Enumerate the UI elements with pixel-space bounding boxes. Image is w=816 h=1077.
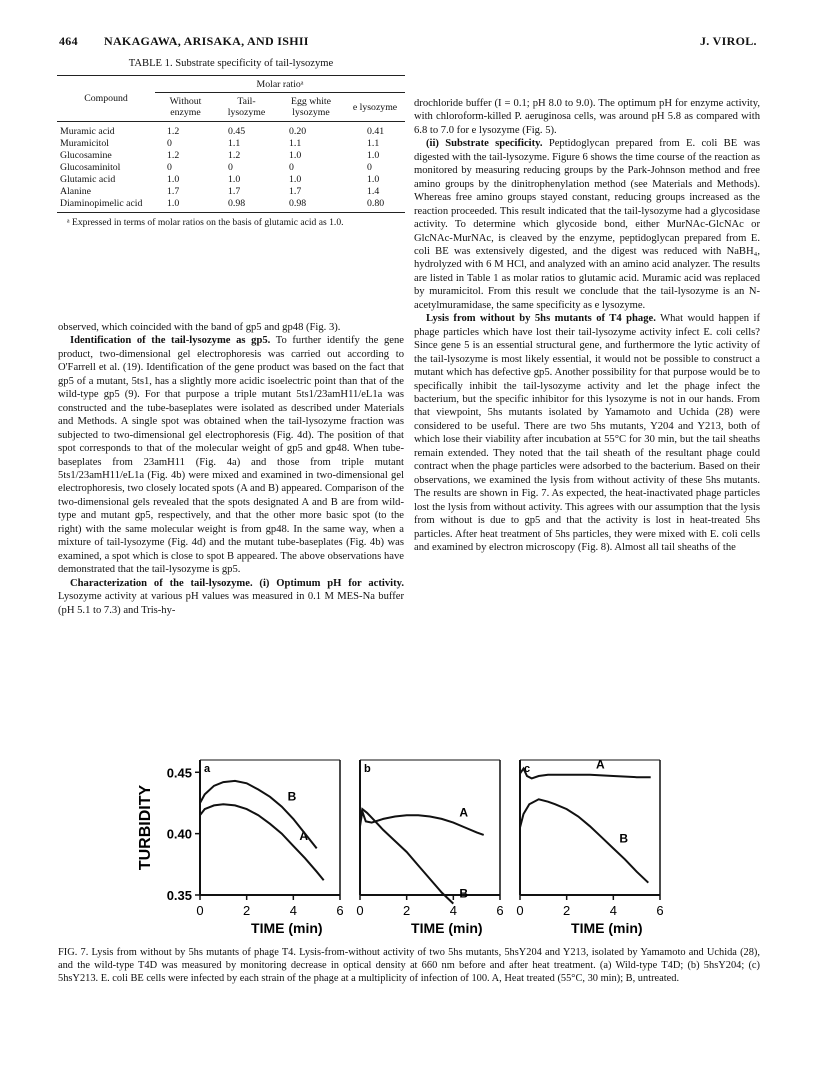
x-tick-label: 6	[336, 903, 344, 918]
cell-compound: Muramic acid	[60, 126, 115, 137]
cell-value: 0	[167, 138, 172, 149]
x-tick-label: 4	[449, 903, 457, 918]
paragraph	[414, 312, 760, 554]
y-tick-label: 0.40	[166, 826, 192, 842]
paragraph	[58, 334, 404, 576]
cell-value: 1.0	[367, 174, 380, 185]
page-number: 464	[59, 34, 78, 48]
paragraph: observed, which coincided with the band of gp5 and gp48 (Fig. 3).	[58, 322, 341, 333]
cell-value: 1.4	[367, 186, 380, 197]
panel-label: b	[364, 763, 371, 775]
cell-value: 1.0	[367, 150, 380, 161]
cell-compound: Alanine	[60, 186, 92, 197]
table-row	[57, 137, 405, 149]
series-label: B	[619, 831, 629, 846]
cell-value: 0.98	[289, 198, 307, 209]
table-row	[57, 197, 405, 212]
y-tick-label: 0.45	[166, 765, 192, 781]
series-label: A	[596, 758, 605, 772]
table-footnote: ᵃ Expressed in terms of molar ratios on the basis of glutamic acid as 1.0.	[67, 217, 344, 228]
running-authors: NAKAGAWA, ARISAKA, AND ISHII	[104, 34, 309, 48]
journal-name: J. VIROL.	[700, 34, 757, 48]
paragraph-text: What would happen if phage particles which have lost their tail-lysozyme activity infect E. coli cells? Since gene 5 is an essential structural gene, and furthermore the lytic activity of the tail-lysozyme is most likely essential, it would not be possible to construct a mutant which has defective gp5. Another possibility for that purpose would be to specifically inhibit the tail-lysozyme activity and let the phage infect the bacterium, but the specific inhibitor for this lysozyme is not in our hands. From that viewpoint, 5hs mutants isolated by Yamamoto and Uchida (28) were considered to be useful. There are two 5hs mutants, Y204 and Y213, both of which lose their viability after incubation at 55°C for 30 min, but the tail sheaths remain extended. They noted that the tail sheath of the resultant phage could contract when the phage particles were adsorbed to the bacterium. Based on their observations, we examined the lysis from without activity of these 5hs mutants. The results are shown in Fig. 7. As expected, the heat-inactivated phage particles lost the lysis from without activity. This agrees with our assumption that the lysis from without is due to gp5 and that the activity is lost in heat-treated 5hs particles. After heat treatment of 5hs particles, they were mixed with E. coli cells and examined by electron microscopy (Fig. 8). Almost all tail sheaths of the	[414, 313, 760, 553]
x-tick-label: 2	[403, 903, 411, 918]
cell-value: 1.0	[228, 174, 241, 185]
panel-label: a	[204, 763, 211, 775]
table-row	[57, 173, 405, 185]
group-header: Molar ratioᵃ	[155, 76, 405, 93]
section-heading: Characterization of the tail-lysozyme. (i) Optimum pH for activity.	[70, 577, 404, 589]
x-tick-label: 0	[196, 903, 204, 918]
cell-value: 0.20	[289, 126, 307, 137]
table-row	[57, 149, 405, 161]
figure-7-chart	[130, 758, 700, 938]
cell-value: 0	[167, 162, 172, 173]
x-tick-label: 2	[563, 903, 571, 918]
cell-value: 0	[367, 162, 372, 173]
col-header: Egg white lysozyme	[291, 96, 331, 118]
cell-value: 0.98	[228, 198, 246, 209]
cell-compound: Glucosaminitol	[60, 162, 121, 173]
table-title: TABLE 1. Substrate specificity of tail-lysozyme	[128, 58, 334, 69]
cell-value: 0	[289, 162, 294, 173]
table-row	[57, 161, 405, 173]
cell-compound: Glucosamine	[60, 150, 112, 161]
x-tick-label: 0	[356, 903, 364, 918]
y-axis-label: TURBIDITY	[137, 784, 154, 871]
paragraph	[414, 137, 760, 312]
series-label: B	[459, 886, 469, 901]
cell-value: 0.41	[367, 126, 385, 137]
col-compound: Compound	[84, 93, 128, 104]
left-column	[58, 321, 404, 617]
col-header: Tail-lysozyme	[227, 96, 266, 118]
cell-compound: Muramicitol	[60, 138, 109, 149]
cell-value: 1.2	[167, 126, 180, 137]
cell-value: 1.0	[167, 198, 180, 209]
cell-compound: Diaminopimelic acid	[60, 198, 143, 209]
paragraph-text: Peptidoglycan prepared from E. coli BE was digested with the tail-lysozyme. Figure 6 shows the time course of the reaction as monitored by measuring reducing groups by the Park-Johnson method and free amino groups by the dinitrophenylation method (see Materials and Methods). Whereas free amino groups stayed constant, reducing groups increased as the reaction proceeded. This result indicated that the tail-lysozyme had a glycosidase activity. To determine which glycoside bond, either MurNAc-GlcNAc or GlcNAc-MurNAc, is cleaved by the enzyme, peptidoglycan prepared from E. coli BE was extensively digested, and the digest was reduced with NaBH₄, hydrolyzed with 6 M HCl, and analyzed with an amino acid analyzer. The results are listed in Table 1 as molar ratios to glutamic acid. Muramic acid was replaced by muramicitol. From this result we conclude that the tail-lysozyme is an N-acetylmuramidase, the same specificity as e lysozyme.	[414, 138, 760, 311]
paragraph-text: Lysozyme activity at various pH values was measured in 0.1 M MES-Na buffer (pH 5.1 to 7.3) and Tris-hy-	[58, 591, 404, 616]
y-tick-label: 0.35	[166, 888, 192, 903]
series-line-b	[360, 809, 453, 904]
x-tick-label: 4	[289, 903, 297, 918]
figure-caption: FIG. 7. Lysis from without by 5hs mutants of phage T4. Lysis-from-without activity of two 5hs mutants, 5hsY204 and Y213, isolated by Yamamoto and Uchida (28), and the wild-type T4D was measured by monitoring decrease in optical density at 660 nm before and after heat treatment. (a) Wild-type T4D; (b) 5hsY204; (c) 5hsY213. E. coli BE cells were infected by each strain of the phage at a multiplicity of infection of 100. A, Heat treated (55°C, 30 min); B, untreated.	[58, 947, 760, 984]
x-tick-label: 6	[496, 903, 504, 918]
section-heading: Lysis from without by 5hs mutants of T4 phage.	[426, 313, 656, 325]
cell-value: 1.0	[289, 174, 302, 185]
x-axis-label: TIME (min)	[251, 920, 323, 936]
x-tick-label: 0	[516, 903, 524, 918]
series-label: A	[459, 805, 469, 820]
cell-value: 1.0	[289, 150, 302, 161]
cell-value: 1.2	[167, 150, 180, 161]
table-row	[57, 185, 405, 197]
section-heading: Identification of the tail-lysozyme as gp5.	[70, 335, 271, 347]
x-tick-label: 2	[243, 903, 251, 918]
panel-label: c	[524, 763, 531, 775]
series-label: A	[299, 828, 309, 843]
col-header: Without enzyme	[169, 96, 202, 118]
section-heading: (ii) Substrate specificity.	[426, 138, 543, 150]
table-row	[57, 122, 405, 138]
cell-value: 1.2	[228, 150, 241, 161]
series-line-a	[520, 769, 651, 779]
cell-value: 1.1	[367, 138, 380, 149]
x-axis-label: TIME (min)	[411, 920, 483, 936]
col-header: e lysozyme	[352, 101, 398, 113]
x-tick-label: 4	[609, 903, 617, 918]
series-label: B	[287, 789, 297, 804]
cell-value: 0	[228, 162, 233, 173]
paragraph	[58, 577, 404, 617]
cell-value: 1.7	[228, 186, 241, 197]
x-axis-label: TIME (min)	[571, 920, 643, 936]
cell-compound: Glutamic acid	[60, 174, 116, 185]
cell-value: 1.1	[289, 138, 302, 149]
cell-value: 1.7	[289, 186, 302, 197]
paragraph: drochloride buffer (I = 0.1; pH 8.0 to 9.0). The optimum pH for enzyme activity, with chloroform-killed P. aeruginosa cells, was around pH 5.8 as compared with 6.8 to 7.0 for e lysozyme (Fig. 5).	[414, 98, 760, 136]
cell-value: 1.7	[167, 186, 180, 197]
substrate-table	[57, 76, 405, 212]
right-column	[414, 97, 760, 554]
cell-value: 0.80	[367, 198, 385, 209]
paragraph-text: To further identify the gene product, two-dimensional gel electrophoresis was carried out according to O'Farrell et al. (19). Identification of the gene product was based on the fact that gp5 of a mutant, 5ts1, has a slightly more acidic isoelectric point than that of the wild-type gp5 (9). For that purpose a triple mutant 5ts1/23amH11/eL1a was constructed and the tube-baseplates were isolated as described under Materials and Methods. A single spot was obtained when the tail-lysozyme fraction was subjected to two-dimensional gel electrophoresis (Fig. 4d). The position of that spot corresponds to that of the molecular weight of gp5 and gp48. When tube-baseplates from 23amH11 (Fig. 4a) and those from triple mutant 5ts1/23amH11/eL1a (Fig. 4b) were mixed and examined in two-dimensional gel electrophoresis, two closely located spots (A and B) appeared. Comparison of the two-dimensional gels revealed that the spots designated A and B are from wild-type and mutant gp5, respectively, and that the other more basic spot (to the right) with the same molecular weight is from gp48. In the same way, when a mixture of tail-lysozyme (Fig. 4d) and the mutant tube-baseplates (Fig. 4b) was examined, a spot which is close to spot B appeared. The above observations have demonstrated that the tail-lysozyme is gp5.	[58, 335, 404, 576]
table-1	[57, 58, 405, 229]
x-tick-label: 6	[656, 903, 664, 918]
cell-value: 0.45	[228, 126, 246, 137]
cell-value: 1.1	[228, 138, 241, 149]
series-line-b	[520, 799, 648, 882]
cell-value: 1.0	[167, 174, 180, 185]
